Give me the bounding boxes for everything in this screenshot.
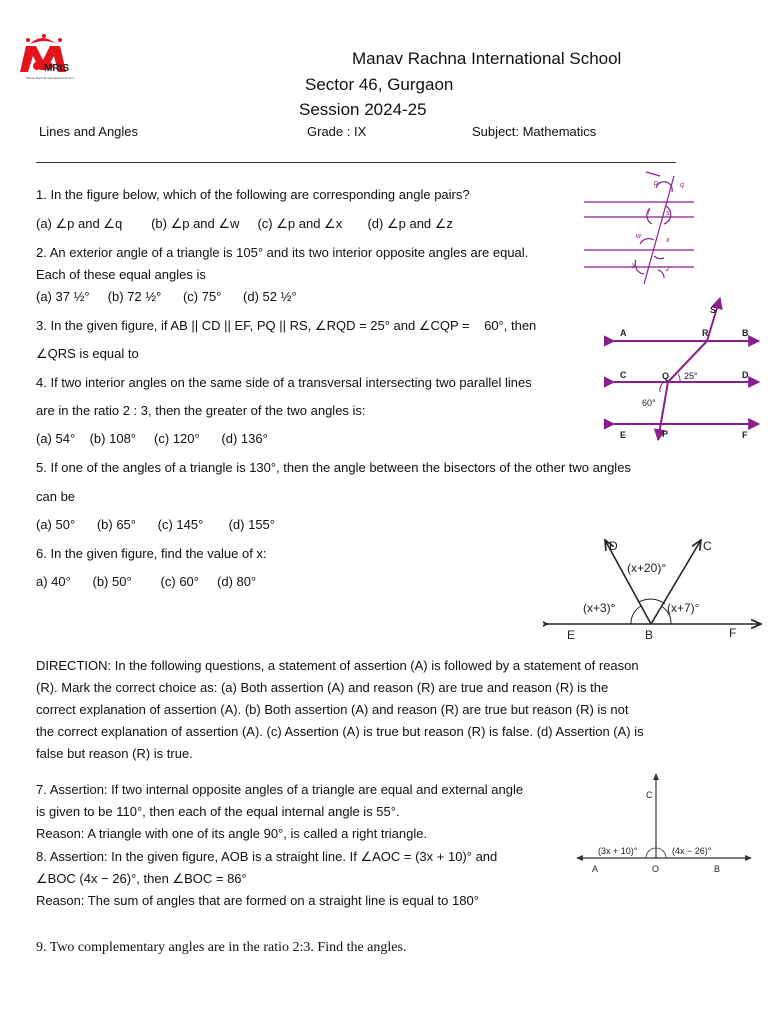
q1-label-q: q <box>680 182 684 189</box>
grade-label: Grade : IX <box>307 124 367 139</box>
q5-line2: can be <box>36 489 76 504</box>
q6-label-x20: (x+20)° <box>627 561 667 575</box>
q3-label-Q: Q <box>662 371 670 381</box>
q8-label-O: O <box>652 864 660 874</box>
school-sector: Sector 46, Gurgaon <box>305 75 454 94</box>
q1-figure <box>584 170 696 286</box>
q4-line2: are in the ratio 2 : 3, then the greater of the two angles is: <box>36 403 366 418</box>
q8-assertion: 8. Assertion: In the given figure, AOB is a straight line. If ∠AOC = (3x + 10)° and <box>36 849 498 864</box>
q2-line2: Each of these equal angles is <box>36 267 206 282</box>
q3-label-S: S <box>710 305 717 315</box>
q3-label-C: C <box>620 370 627 380</box>
q9-text: 9. Two complementary angles are in the ratio 2:3. Find the angles. <box>36 940 407 955</box>
q3-figure <box>604 294 766 444</box>
q5-line1: 5. If one of the angles of a triangle is 130°, then the angle between the bisectors of the other two angles <box>36 460 631 475</box>
q3-label-B: B <box>742 328 749 338</box>
q8-figure <box>574 770 754 880</box>
q5-options: (a) 50° (b) 65° (c) 145° (d) 155° <box>36 517 275 532</box>
direction-line-2: (R). Mark the correct choice as: (a) Both assertion (A) and reason (R) are true and reason (R) is the <box>36 680 609 695</box>
q3-label-E: E <box>620 430 627 440</box>
q1-label-r: r <box>648 209 651 216</box>
logo-subtitle: Manav Rachna International School <box>26 76 74 80</box>
q1-label-s: s <box>666 210 670 217</box>
school-logo <box>16 32 76 84</box>
q6-label-E: E <box>567 628 576 642</box>
q6-figure <box>543 532 765 644</box>
q3-label-25: 25° <box>684 371 698 381</box>
q6-label-F: F <box>729 626 737 640</box>
q1-label-p: p <box>654 180 658 187</box>
q1-label-y: y <box>632 262 636 269</box>
session-title: Session 2024-25 <box>299 100 427 119</box>
direction-line-1: DIRECTION: In the following questions, a statement of assertion (A) is followed by a statement of reason <box>36 658 639 673</box>
subject-label: Subject: Mathematics <box>472 124 597 139</box>
direction-line-3: correct explanation of assertion (A). (b) Both assertion (A) and reason (R) are true but reason (R) is not <box>36 702 629 717</box>
q8-label-4x26: (4x − 26)° <box>672 846 712 856</box>
q3-label-D: D <box>742 370 749 380</box>
school-name: Manav Rachna International School <box>352 49 622 68</box>
q8-label-A: A <box>592 864 599 874</box>
q6-label-B: B <box>645 628 654 642</box>
q3-label-A: A <box>620 328 627 338</box>
q6-options: a) 40° (b) 50° (c) 60° (d) 80° <box>36 574 257 589</box>
q8-label-3x10: (3x + 10)° <box>598 846 638 856</box>
q7-assertion: 7. Assertion: If two internal opposite angles of a triangle are equal and external angle <box>36 782 524 797</box>
q8-label-B: B <box>714 864 721 874</box>
q6-label-x3: (x+3)° <box>583 601 616 615</box>
topic-label: Lines and Angles <box>39 124 139 139</box>
q3-label-P: P <box>662 429 669 439</box>
q8-reason: Reason: The sum of angles that are formed on a straight line is equal to 180° <box>36 893 479 908</box>
q6-label-D: D <box>609 539 618 553</box>
q6-label-C: C <box>703 539 712 553</box>
q1-options: (a) ∠p and ∠q (b) ∠p and ∠w (c) ∠p and ∠x (d) ∠p and ∠z <box>36 216 453 231</box>
logo-text: MRIS <box>44 63 69 74</box>
q7-reason: Reason: A triangle with one of its angle 90°, is called a right triangle. <box>36 826 428 841</box>
q2-options: (a) 37 ½° (b) 72 ½° (c) 75° (d) 52 ½° <box>36 289 297 304</box>
direction-line-5: false but reason (R) is true. <box>36 746 193 761</box>
q3-line1: 3. In the given figure, if AB || CD || EF, PQ || RS, ∠RQD = 25° and ∠CQP = 60°, then <box>36 318 537 333</box>
direction-line-4: the correct explanation of assertion (A). (c) Assertion (A) is true but reason (R) is false. (d) Assertion (A) is <box>36 724 644 739</box>
q8-label-C: C <box>646 790 653 800</box>
q3-label-R: R <box>702 328 709 338</box>
q3-line2: ∠QRS is equal to <box>36 346 139 361</box>
q2-line1: 2. An exterior angle of a triangle is 105° and its two interior opposite angles are equal. <box>36 245 529 260</box>
q3-label-60: 60° <box>642 398 656 408</box>
q4-options: (a) 54° (b) 108° (c) 120° (d) 136° <box>36 431 268 446</box>
q6-label-x7: (x+7)° <box>667 601 700 615</box>
q8-assertion-cont: ∠BOC (4x − 26)°, then ∠BOC = 86° <box>36 871 247 886</box>
q6-text: 6. In the given figure, find the value of x: <box>36 546 267 561</box>
q7-assertion-cont: is given to be 110°, then each of the equal internal angle is 55°. <box>36 804 400 819</box>
header-rule <box>36 162 676 163</box>
q3-label-F: F <box>742 430 748 440</box>
q1-label-z: z <box>666 266 670 273</box>
q1-label-w: w <box>636 233 642 240</box>
q1-label-x: x <box>666 237 670 244</box>
q1-text: 1. In the figure below, which of the following are corresponding angle pairs? <box>36 187 470 202</box>
q4-line1: 4. If two interior angles on the same side of a transversal intersecting two parallel lines <box>36 375 532 390</box>
